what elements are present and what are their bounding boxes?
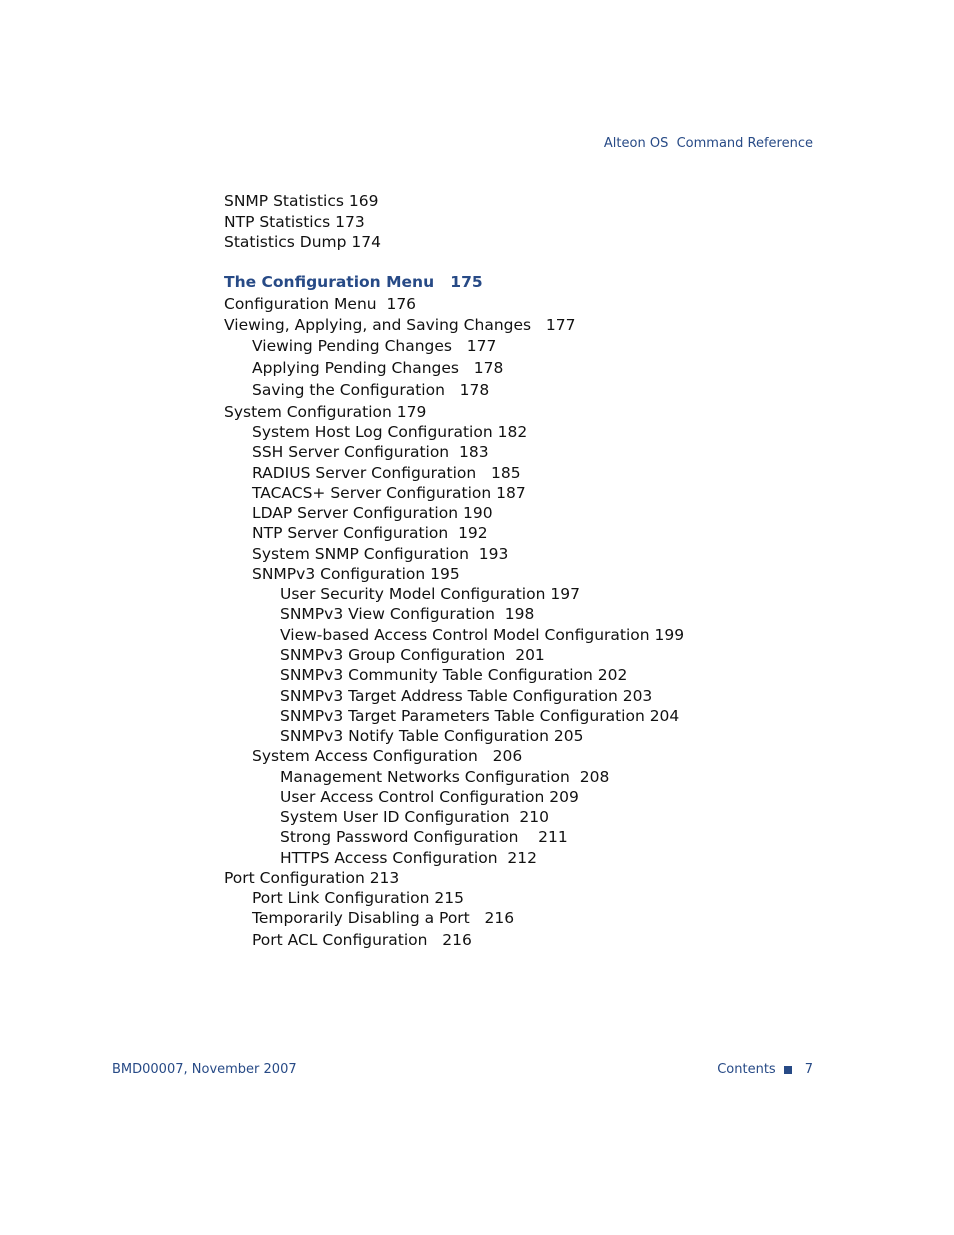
toc-entry[interactable]: System SNMP Configuration 193 — [252, 545, 509, 563]
toc-entry[interactable]: Viewing Pending Changes 177 — [252, 337, 497, 355]
toc-entry[interactable]: SNMPv3 Target Parameters Table Configuration 204 — [280, 707, 680, 725]
toc-entry[interactable]: Configuration Menu 176 — [224, 295, 417, 313]
toc-entry[interactable]: SNMPv3 Configuration 195 — [252, 565, 460, 583]
toc-entry[interactable]: Temporarily Disabling a Port 216 — [252, 909, 515, 927]
toc-entry[interactable]: SNMPv3 View Configuration 198 — [280, 605, 535, 623]
page-number: 7 — [804, 1062, 813, 1077]
toc-entry[interactable]: Port Link Configuration 215 — [252, 889, 464, 907]
footer-section-label: Contents — [717, 1062, 776, 1077]
toc-entry[interactable]: Port Configuration 213 — [224, 869, 400, 887]
toc-entry[interactable]: Saving the Configuration 178 — [252, 381, 490, 399]
toc-entry[interactable]: SSH Server Configuration 183 — [252, 443, 489, 461]
footer-page-info — [717, 1062, 813, 1077]
toc-entry[interactable]: SNMPv3 Group Configuration 201 — [280, 646, 545, 664]
toc-section-heading[interactable]: The Configuration Menu 175 — [224, 273, 483, 291]
toc-entry[interactable]: LDAP Server Configuration 190 — [252, 504, 493, 522]
toc-entry[interactable]: System Configuration 179 — [224, 403, 427, 421]
toc-entry[interactable]: Statistics Dump 174 — [224, 233, 381, 251]
toc-entry[interactable]: SNMP Statistics 169 — [224, 192, 379, 210]
toc-entry[interactable]: User Access Control Configuration 209 — [280, 788, 579, 806]
toc-entry[interactable]: TACACS+ Server Configuration 187 — [252, 484, 526, 502]
toc-entry[interactable]: SNMPv3 Notify Table Configuration 205 — [280, 727, 584, 745]
toc-entry[interactable]: NTP Server Configuration 192 — [252, 524, 488, 542]
toc-entry[interactable]: HTTPS Access Configuration 212 — [280, 849, 537, 867]
footer-document-id: BMD00007, November 2007 — [112, 1062, 297, 1077]
toc-entry[interactable]: Management Networks Configuration 208 — [280, 768, 610, 786]
toc-entry[interactable]: Port ACL Configuration 216 — [252, 931, 472, 949]
toc-entry[interactable]: Viewing, Applying, and Saving Changes 177 — [224, 316, 576, 334]
toc-entry[interactable]: NTP Statistics 173 — [224, 213, 365, 231]
toc-entry[interactable]: System Access Configuration 206 — [252, 747, 523, 765]
toc-entry[interactable]: System User ID Configuration 210 — [280, 808, 549, 826]
toc-entry[interactable]: Strong Password Configuration 211 — [280, 828, 568, 846]
toc-entry[interactable]: SNMPv3 Target Address Table Configuration 203 — [280, 687, 653, 705]
toc-entry[interactable]: Applying Pending Changes 178 — [252, 359, 504, 377]
square-bullet-icon — [784, 1066, 792, 1074]
running-header: Alteon OS Command Reference — [603, 136, 813, 151]
toc-entry[interactable]: SNMPv3 Community Table Configuration 202 — [280, 666, 628, 684]
toc-entry[interactable]: RADIUS Server Configuration 185 — [252, 464, 521, 482]
toc-entry[interactable]: System Host Log Configuration 182 — [252, 423, 528, 441]
toc-entry[interactable]: User Security Model Configuration 197 — [280, 585, 580, 603]
toc-entry[interactable]: View-based Access Control Model Configuration 199 — [280, 626, 685, 644]
